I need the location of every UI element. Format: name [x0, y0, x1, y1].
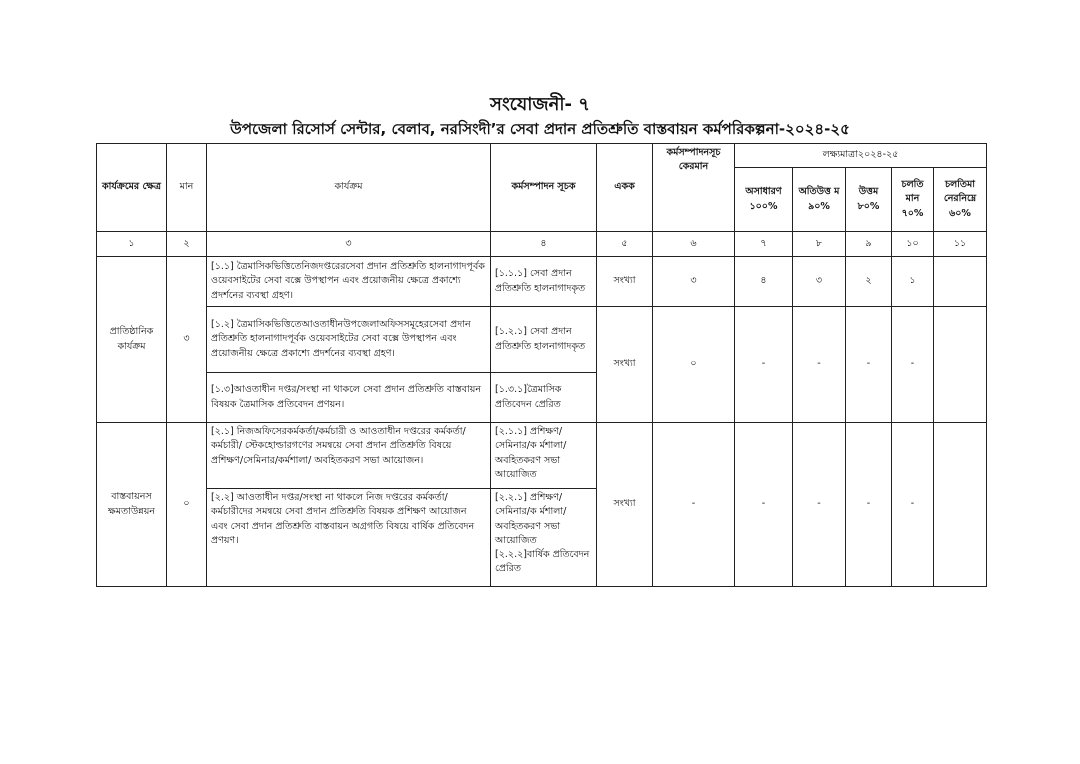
header-weight: মান	[167, 144, 207, 232]
indicator-cell: [১.৩.১]ত্রৈমাসিক প্রতিবেদন প্রেরিত	[491, 373, 597, 423]
column-number: ৫	[597, 232, 653, 257]
header-target-below-current: চলতিমা নেরনিম্নে ৬০%	[934, 168, 987, 232]
section-area: প্রাতিষ্ঠানিক কার্যক্রম	[97, 257, 167, 423]
target-cell: -	[892, 307, 934, 423]
target-cell: -	[793, 307, 846, 423]
section-weight: ৩	[167, 257, 207, 423]
target-cell: -	[892, 423, 934, 587]
indicator-weight-cell: ০	[653, 307, 735, 423]
indicator-weight-cell: ৩	[653, 257, 735, 307]
activity-cell: [১.১] ত্রৈমাসিকভিত্তিতেনিজদপ্তরেরসেবা প্রদান প্রতিশ্রুতি হালনাগাদপূর্বক ওয়েবসাইটের সেবা বক্সে উপস্থাপন এবং প্রয়োজনীয় ক্ষেত্রে প্রকাশ্যে প্রদর্শনের ব্যবস্থা গ্রহণ।	[207, 257, 491, 307]
header-target-good: উত্তম ৮০%	[846, 168, 892, 232]
header-indicator: কর্মসম্পাদন সূচক	[491, 144, 597, 232]
indicator-cell: [২.১.১] প্রশিক্ষণ/সেমিনার/ক র্মশালা/ অবহিতকরণ সভা আয়োজিত	[491, 423, 597, 489]
header-indicator-weight: কর্মসম্পাদনসূচ কেরমান	[653, 144, 735, 232]
target-cell	[934, 423, 987, 587]
section-area: বাস্তবায়নস ক্ষমতাউন্নয়ন	[97, 423, 167, 587]
target-cell: ৪	[735, 257, 793, 307]
unit-cell: সংখ্যা	[597, 257, 653, 307]
target-cell: ৩	[793, 257, 846, 307]
indicator-cell: [১.২.১] সেবা প্রদান প্রতিশ্রুতি হালনাগাদকৃত	[491, 307, 597, 373]
column-number: ৬	[653, 232, 735, 257]
header-target-current: চলতি মান ৭০%	[892, 168, 934, 232]
target-cell: -	[793, 423, 846, 587]
header-target-excellent: অসাধারণ ১০০%	[735, 168, 793, 232]
activity-cell: [১.২] ত্রৈমাসিকভিত্তিতেআওতাধীনউপজেলাঅফিসসমূহেরসেবা প্রদান প্রতিশ্রুতি হালনাগাদপূর্বক ওয়েবসাইটের সেবা বক্সে উপস্থাপন এবং প্রয়োজনীয় ক্ষেত্রে প্রকাশ্যে প্রদর্শনের ব্যবস্থা গ্রহণ।	[207, 307, 491, 373]
target-cell	[934, 307, 987, 423]
annex-number: সংযোজনী- ৭	[490, 94, 590, 115]
header-target-very-good: অতিউত্ত ম ৯০%	[793, 168, 846, 232]
action-plan-table	[96, 143, 987, 587]
target-cell	[934, 257, 987, 307]
column-number: ২	[167, 232, 207, 257]
document-title: উপজেলা রিসোর্স সেন্টার, বেলাব, নরসিংদী’র সেবা প্রদান প্রতিশ্রুতি বাস্তবায়ন কর্মপরিকল্পনা-২০২৪-২৫	[230, 120, 850, 138]
activity-cell: [২.১] নিজঅফিসেরকর্মকর্তা/কর্মচারী ও আওতাধীন দপ্তরের কর্মকর্তা/কর্মচারী/ স্টেকহোল্ডারগণের সমন্বয়ে সেবা প্রদান প্রতিশ্রুতি বিষয়ে প্রশিক্ষণ/সেমিনার/কর্মশালা/ অবহিতকরণ সভা আয়োজন।	[207, 423, 491, 489]
target-cell: ২	[846, 257, 892, 307]
table-row	[97, 423, 987, 489]
header-target-group: লক্ষ্যমাত্রা২০২৪-২৫	[735, 144, 987, 168]
column-number: ১	[97, 232, 167, 257]
target-cell: -	[735, 307, 793, 423]
column-number: ৪	[491, 232, 597, 257]
column-number: ১১	[934, 232, 987, 257]
target-cell: -	[735, 423, 793, 587]
column-number: ১০	[892, 232, 934, 257]
header-activity: কার্যক্রম	[207, 144, 491, 232]
activity-cell: [২.২] আওতাধীন দপ্তর/সংস্থা না থাকলে নিজ দপ্তরের কর্মকর্তা/কর্মচারীদের সমন্বয়ে সেবা প্রদান প্রতিশ্রুতি বিষয়ক প্রশিক্ষণ আয়োজন এবং সেবা প্রদান প্রতিশ্রুতি বাস্তবায়ন অগ্রগতি বিষয়ে বার্ষিক প্রতিবেদন প্রণয়ণ।	[207, 489, 491, 587]
column-number: ৮	[793, 232, 846, 257]
target-cell: -	[846, 307, 892, 423]
unit-cell: সংখ্যা	[597, 423, 653, 587]
column-number-row	[97, 232, 987, 257]
unit-cell: সংখ্যা	[597, 307, 653, 423]
indicator-cell: [১.১.১] সেবা প্রদান প্রতিশ্রুতি হালনাগাদকৃত	[491, 257, 597, 307]
table-row	[97, 257, 987, 307]
indicator-weight-cell: -	[653, 423, 735, 587]
header-area: কার্যক্রমের ক্ষেত্র	[97, 144, 167, 232]
target-cell: -	[846, 423, 892, 587]
target-cell: ১	[892, 257, 934, 307]
header-unit: একক	[597, 144, 653, 232]
column-number: ৩	[207, 232, 491, 257]
activity-cell: [১.৩]আওতাধীন দপ্তর/সংস্থা না থাকলে সেবা প্রদান প্রতিশ্রুতি বাস্তবায়ন বিষয়ক ত্রৈমাসিক প্রতিবেদন প্রণয়ন।	[207, 373, 491, 423]
section-weight: ০	[167, 423, 207, 587]
column-number: ৭	[735, 232, 793, 257]
indicator-cell: [২.২.১] প্রশিক্ষণ/সেমিনার/ক র্মশালা/ অবহিতকরণ সভা আয়োজিত [২.২.২]বার্ষিক প্রতিবেদন প্রেরিত	[491, 489, 597, 587]
column-number: ৯	[846, 232, 892, 257]
table-row	[97, 307, 987, 373]
